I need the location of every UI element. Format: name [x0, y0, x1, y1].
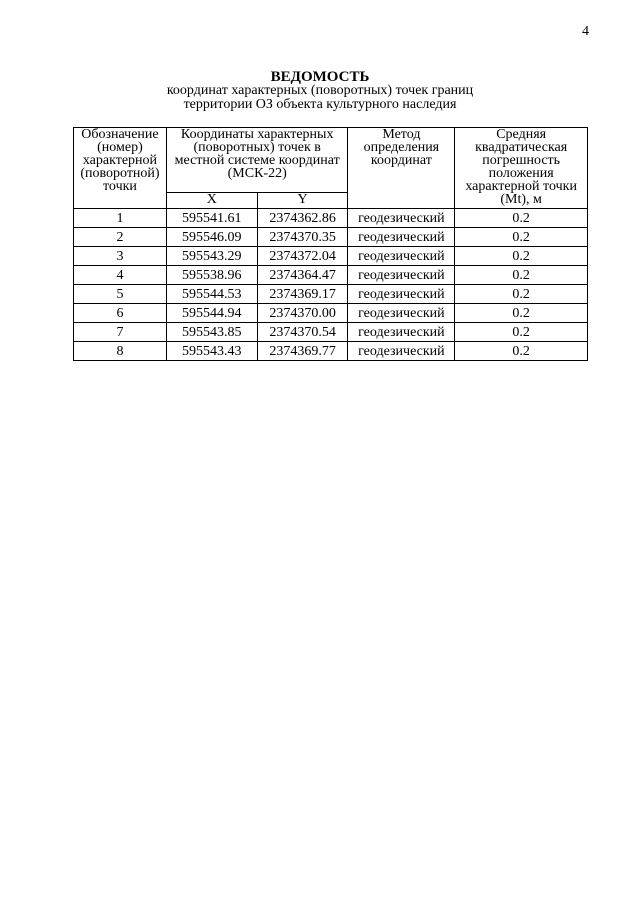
cell-y: 2374362.86 [257, 209, 348, 228]
cell-x: 595543.29 [166, 247, 257, 266]
cell-point-number: 3 [74, 247, 167, 266]
document-subtitle-line-1: координат характерных (поворотных) точек границ [166, 83, 474, 98]
cell-method: геодезический [348, 285, 455, 304]
cell-method: геодезический [348, 209, 455, 228]
cell-point-number: 5 [74, 285, 167, 304]
cell-method: геодезический [348, 342, 455, 361]
cell-point-number: 8 [74, 342, 167, 361]
cell-x: 595544.53 [166, 285, 257, 304]
cell-method: геодезический [348, 228, 455, 247]
header-y: Y [257, 193, 348, 209]
header-x: X [166, 193, 257, 209]
header-coordinates: Координаты характерных (поворотных) точек в местной системе координат (МСК-22) [166, 128, 348, 193]
cell-x: 595546.09 [166, 228, 257, 247]
cell-y: 2374369.17 [257, 285, 348, 304]
cell-method: геодезический [348, 266, 455, 285]
cell-mean-error: 0.2 [455, 342, 588, 361]
cell-x: 595543.85 [166, 323, 257, 342]
cell-point-number: 2 [74, 228, 167, 247]
table-row [74, 209, 588, 228]
cell-mean-error: 0.2 [455, 247, 588, 266]
cell-method: геодезический [348, 304, 455, 323]
table-row [74, 228, 588, 247]
cell-mean-error: 0.2 [455, 323, 588, 342]
document-heading [0, 70, 640, 112]
cell-x: 595544.94 [166, 304, 257, 323]
document-subtitle-line-2: территории ОЗ объекта культурного наследия [183, 97, 457, 112]
cell-mean-error: 0.2 [455, 266, 588, 285]
table-row [74, 342, 588, 361]
cell-y: 2374372.04 [257, 247, 348, 266]
page-number: 4 [582, 24, 589, 39]
cell-y: 2374369.77 [257, 342, 348, 361]
cell-method: геодезический [348, 323, 455, 342]
cell-x: 595541.61 [166, 209, 257, 228]
cell-x: 595543.43 [166, 342, 257, 361]
cell-point-number: 4 [74, 266, 167, 285]
header-point-number: Обозначение (номер) характерной (поворотной) точки [74, 128, 167, 209]
cell-point-number: 7 [74, 323, 167, 342]
header-mean-error: Средняя квадратическая погрешность положения характерной точки (Mt), м [455, 128, 588, 209]
cell-y: 2374370.35 [257, 228, 348, 247]
cell-y: 2374370.54 [257, 323, 348, 342]
table-row [74, 247, 588, 266]
cell-mean-error: 0.2 [455, 209, 588, 228]
table-row [74, 323, 588, 342]
header-method: Метод определения координат [348, 128, 455, 209]
table-row [74, 285, 588, 304]
cell-method: геодезический [348, 247, 455, 266]
coordinates-table [73, 127, 588, 361]
table-row [74, 266, 588, 285]
cell-y: 2374364.47 [257, 266, 348, 285]
cell-y: 2374370.00 [257, 304, 348, 323]
cell-point-number: 6 [74, 304, 167, 323]
document-title: ВЕДОМОСТЬ [270, 69, 370, 85]
cell-mean-error: 0.2 [455, 228, 588, 247]
cell-point-number: 1 [74, 209, 167, 228]
cell-mean-error: 0.2 [455, 304, 588, 323]
table-row [74, 304, 588, 323]
cell-mean-error: 0.2 [455, 285, 588, 304]
cell-x: 595538.96 [166, 266, 257, 285]
